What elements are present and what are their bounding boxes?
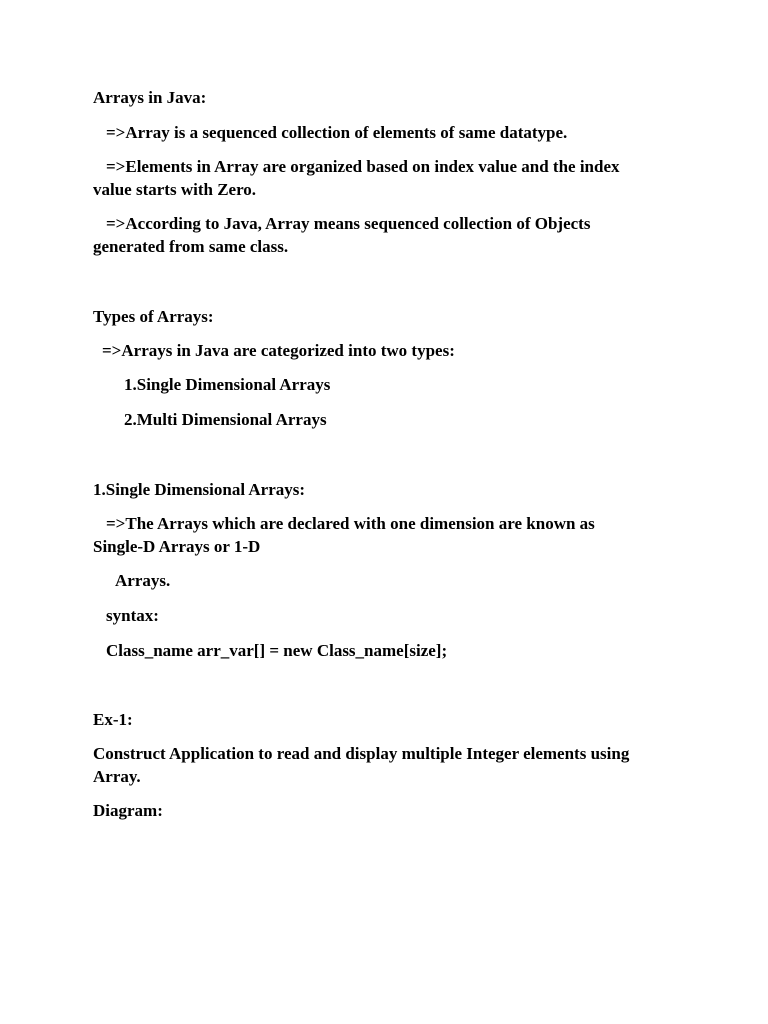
example-desc-line-1: Construct Application to read and display multiple Integer elements using <box>93 744 630 763</box>
example-label: Ex-1: <box>93 710 133 729</box>
syntax-label: syntax: <box>106 606 159 625</box>
definition-1: =>Array is a sequenced collection of elements of same datatype. <box>106 123 568 142</box>
syntax-code: Class_name arr_var[] = new Class_name[size]; <box>106 641 448 660</box>
types-list-item: 2.Multi Dimensional Arrays <box>124 410 327 429</box>
definition-2-line-1: =>Elements in Array are organized based on index value and the index <box>106 157 620 176</box>
definition-2-line-2: value starts with Zero. <box>93 180 257 199</box>
example-desc-line-2: Array. <box>93 767 141 786</box>
single-desc-line-2: Single-D Arrays or 1-D <box>93 537 261 556</box>
single-dimensional-heading: 1.Single Dimensional Arrays: <box>93 480 306 499</box>
types-heading: Types of Arrays: <box>93 307 214 326</box>
single-desc-line-1: =>The Arrays which are declared with one dimension are known as <box>106 514 595 533</box>
definition-3-line-2: generated from same class. <box>93 237 289 256</box>
types-intro: =>Arrays in Java are categorized into two types: <box>102 341 455 360</box>
diagram-label: Diagram: <box>93 801 163 820</box>
types-list-item: 1.Single Dimensional Arrays <box>124 375 331 394</box>
arrays-heading: Arrays in Java: <box>93 88 207 107</box>
single-desc-line-3: Arrays. <box>115 571 171 590</box>
definition-3-line-1: =>According to Java, Array means sequenced collection of Objects <box>106 214 591 233</box>
